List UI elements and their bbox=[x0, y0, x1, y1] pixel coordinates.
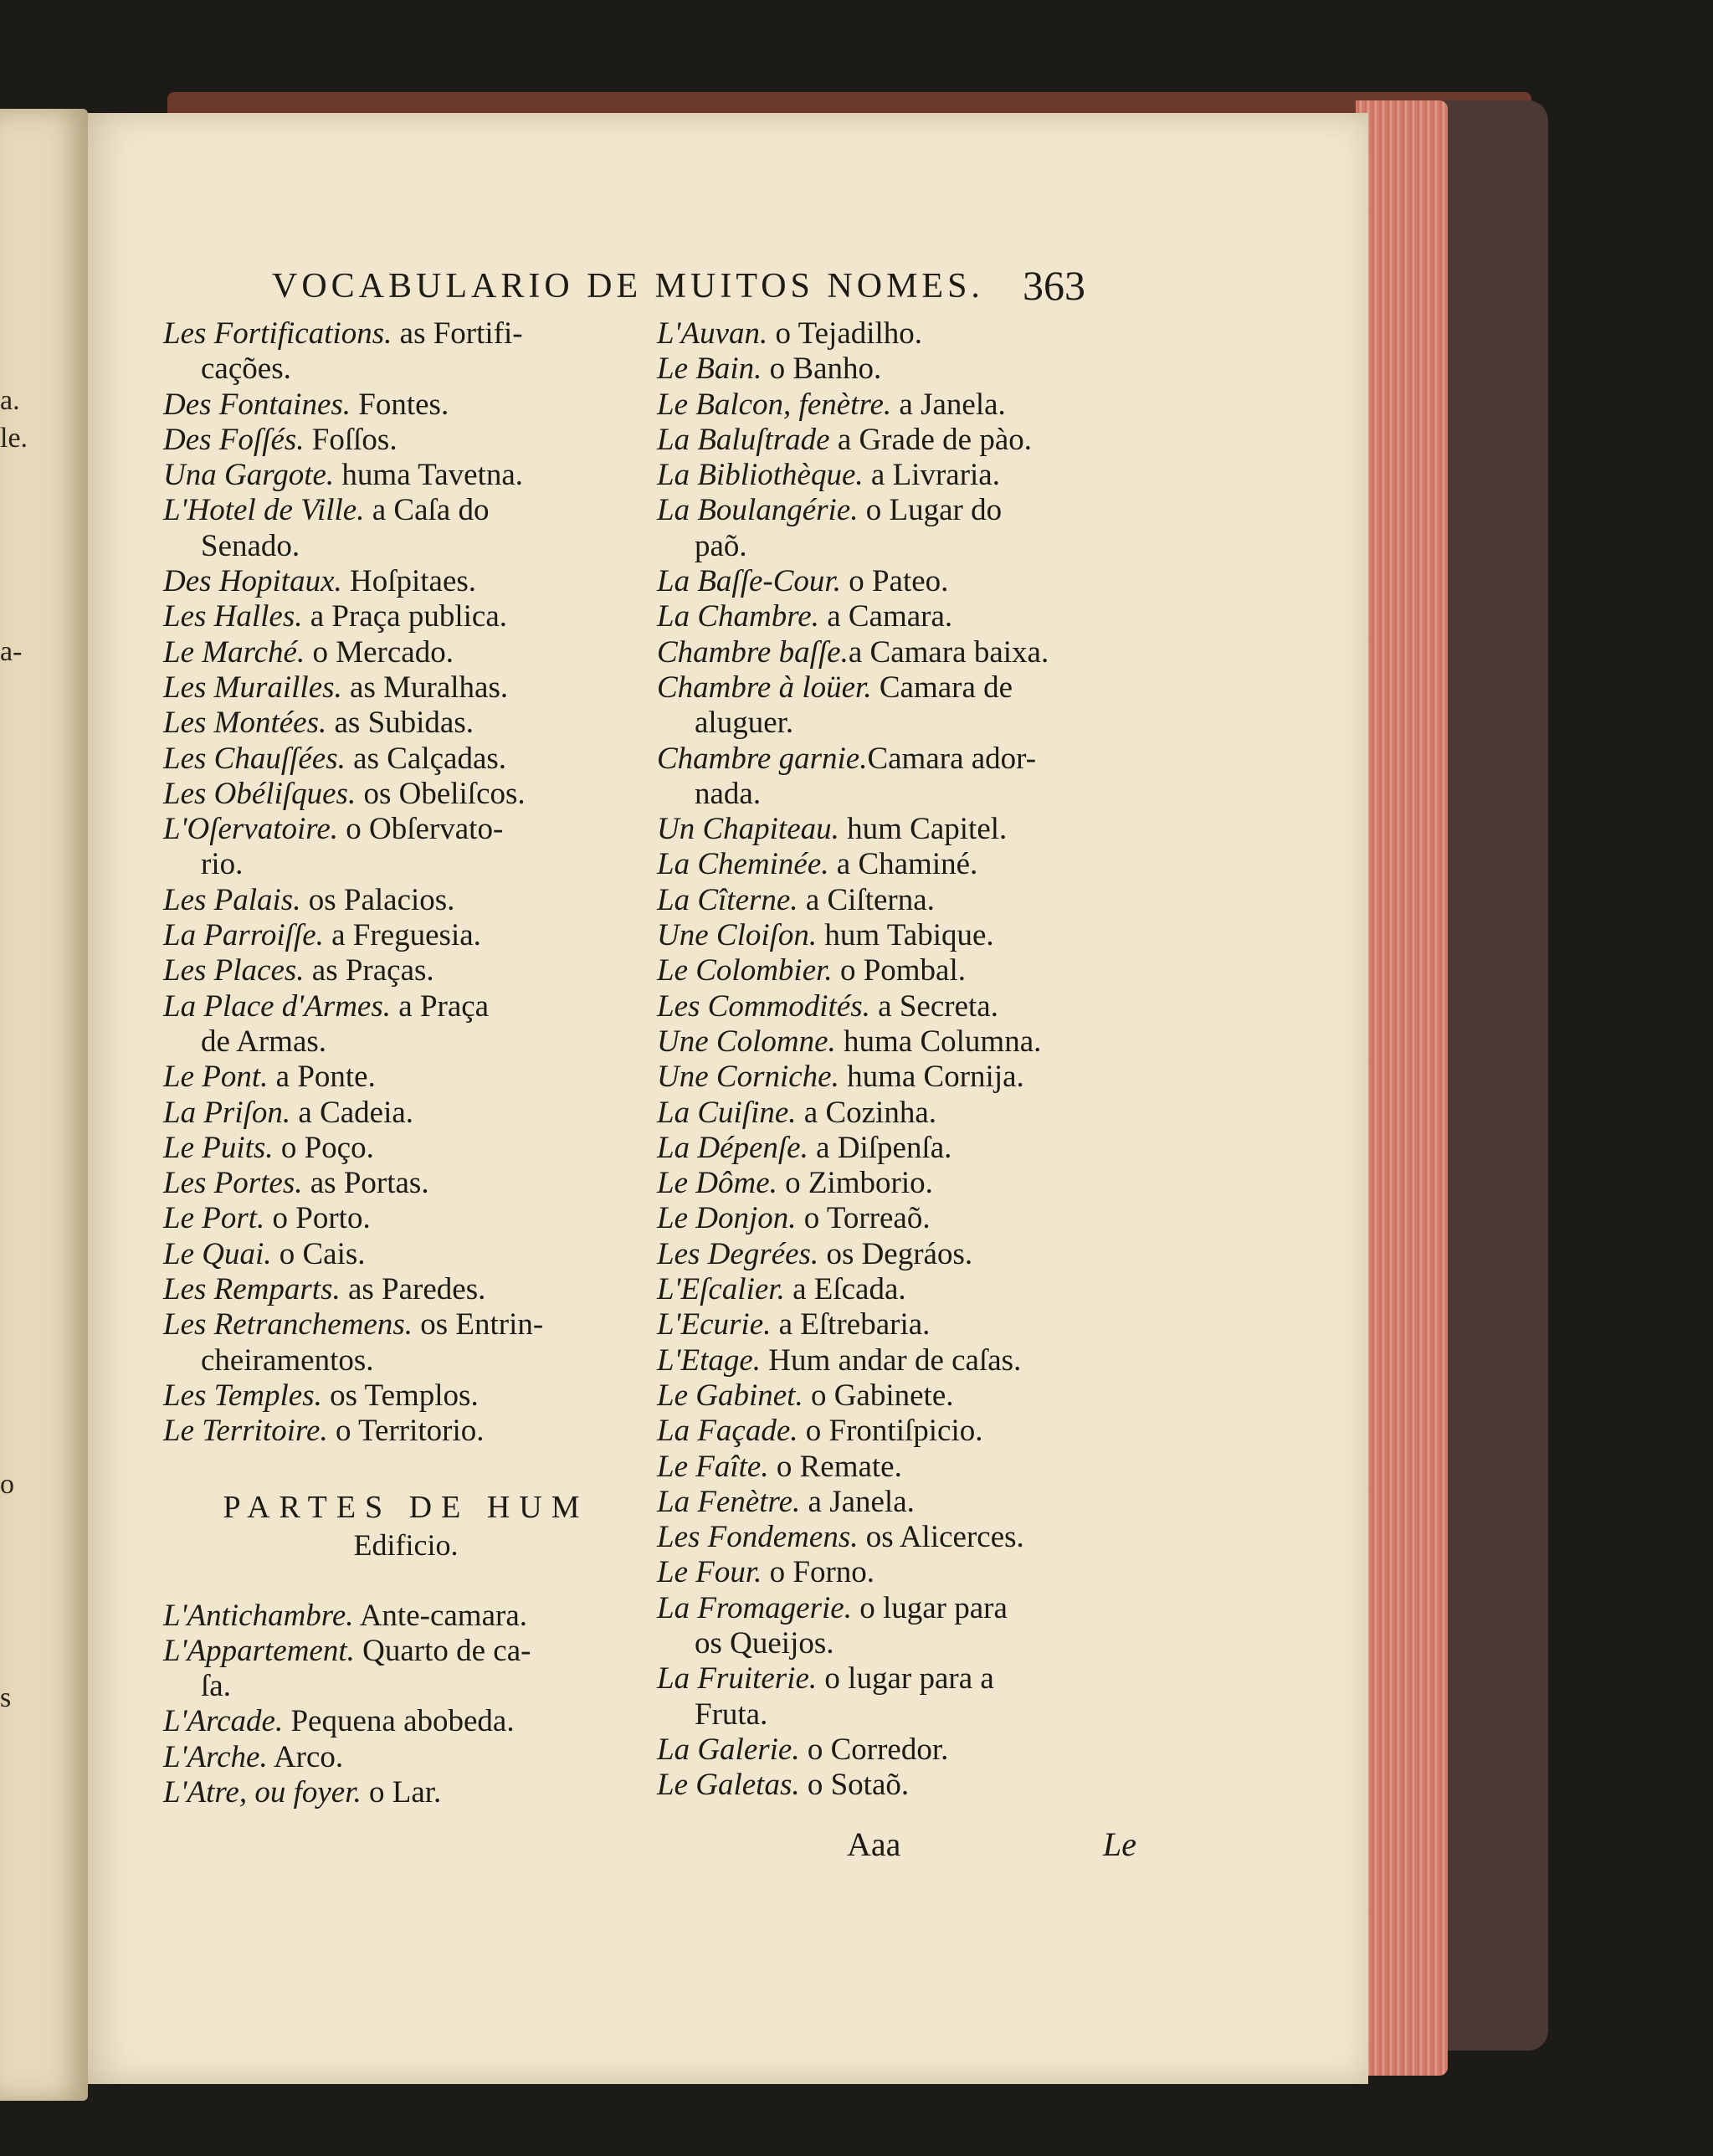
vocab-entry bbox=[163, 918, 632, 953]
portuguese-term: o Pombal. bbox=[832, 953, 966, 988]
vocab-entry bbox=[657, 1378, 1138, 1414]
vocab-entry bbox=[657, 1201, 1138, 1236]
left-page-fragment: a. bbox=[0, 385, 20, 416]
french-term: L'Hotel de Ville. bbox=[163, 493, 365, 528]
french-term: La Façade. bbox=[657, 1414, 798, 1449]
french-term: La Boulangérie. bbox=[657, 493, 859, 528]
vocab-entry bbox=[657, 599, 1138, 634]
portuguese-term: as Fortifi- bbox=[392, 316, 523, 351]
vocab-entry bbox=[657, 1166, 1138, 1201]
french-term: La Baluſtrade bbox=[657, 422, 830, 457]
french-term: L'Atre, ou foyer. bbox=[163, 1774, 362, 1810]
vocab-entry bbox=[163, 953, 632, 988]
french-term: La Cîterne. bbox=[657, 882, 798, 917]
french-term: Les Places. bbox=[163, 953, 305, 988]
portuguese-term: o Porto. bbox=[264, 1201, 371, 1236]
vocab-entry bbox=[163, 635, 632, 670]
portuguese-term: a Janela. bbox=[800, 1484, 915, 1519]
vocab-entry bbox=[163, 1704, 632, 1739]
portuguese-term: os Palacios. bbox=[300, 882, 455, 917]
portuguese-term: a Janela. bbox=[891, 387, 1006, 422]
vocab-entry bbox=[163, 564, 632, 599]
french-term: Le Balcon, fenètre. bbox=[657, 387, 892, 422]
french-term: La Dépenſe. bbox=[657, 1130, 808, 1165]
vocab-entry bbox=[163, 1599, 632, 1634]
vocab-entry bbox=[657, 458, 1138, 493]
left-page-fragment: le. bbox=[0, 423, 28, 454]
vocab-entry bbox=[163, 529, 632, 564]
vocab-entry bbox=[163, 352, 632, 387]
portuguese-term: o Remate. bbox=[768, 1449, 902, 1484]
portuguese-term: os Degráos. bbox=[818, 1236, 973, 1271]
portuguese-term: os Entrin- bbox=[413, 1307, 544, 1342]
section-title: PARTES DE HUM bbox=[223, 1489, 589, 1525]
french-term: Des Fontaines. bbox=[163, 387, 351, 422]
french-term: La Fromagerie. bbox=[657, 1590, 852, 1625]
french-term: Le Bain. bbox=[657, 352, 762, 387]
section-gap bbox=[163, 1563, 632, 1599]
vocab-entry bbox=[657, 670, 1138, 706]
portuguese-term: huma Cornija. bbox=[839, 1060, 1024, 1095]
section-subtitle: Edificio. bbox=[353, 1527, 459, 1562]
portuguese-term: a Cozinha. bbox=[796, 1095, 937, 1130]
portuguese-term: as Subidas. bbox=[326, 706, 474, 741]
vocab-entry bbox=[657, 1520, 1138, 1555]
portuguese-term: a Caſa do bbox=[364, 493, 490, 528]
portuguese-term: a Secreta. bbox=[869, 988, 998, 1024]
french-term: La Priſon. bbox=[163, 1095, 291, 1130]
right-column bbox=[657, 316, 1138, 1803]
french-term: Une Corniche. bbox=[657, 1060, 839, 1095]
french-term: Chambre à loüer. bbox=[657, 670, 872, 705]
left-page-fragment: a- bbox=[0, 636, 23, 667]
french-term: Les Montées. bbox=[163, 706, 327, 741]
portuguese-term: aluguer. bbox=[695, 706, 794, 741]
vocab-entry bbox=[657, 989, 1138, 1024]
vocab-entry bbox=[657, 1307, 1138, 1342]
vocab-entry bbox=[163, 1131, 632, 1166]
french-term: Les Palais. bbox=[163, 882, 301, 917]
portuguese-term: os Obeliſcos. bbox=[356, 776, 526, 811]
french-term: Les Remparts. bbox=[163, 1272, 341, 1307]
portuguese-term: Camara de bbox=[871, 670, 1013, 705]
left-page-fragment: s bbox=[0, 1682, 12, 1713]
portuguese-term: ſa. bbox=[201, 1669, 231, 1704]
vocab-entry bbox=[657, 529, 1138, 564]
vocab-entry bbox=[657, 1024, 1138, 1060]
portuguese-term: huma Tavetna. bbox=[334, 458, 524, 493]
portuguese-term: rio. bbox=[201, 847, 244, 882]
french-term: Des Foſſés. bbox=[163, 422, 305, 457]
french-term: Les Chauſſées. bbox=[163, 741, 346, 776]
vocab-entry bbox=[163, 423, 632, 458]
french-term: Le Marché. bbox=[163, 634, 305, 670]
french-term: L'Auvan. bbox=[657, 316, 768, 351]
french-term: L'Etage. bbox=[657, 1342, 762, 1378]
portuguese-term: a Grade de pào. bbox=[829, 422, 1032, 457]
french-term: Les Temples. bbox=[163, 1378, 322, 1413]
french-term: La Fruiterie. bbox=[657, 1661, 818, 1697]
portuguese-term: o Forno. bbox=[762, 1555, 875, 1590]
french-term: Chambre baſſe. bbox=[657, 634, 849, 670]
french-term: Le Territoire. bbox=[163, 1414, 328, 1449]
french-term: L'Arche. bbox=[163, 1739, 268, 1774]
portuguese-term: o Territorio. bbox=[327, 1414, 485, 1449]
french-term: Les Halles. bbox=[163, 599, 303, 634]
portuguese-term: hum Capitel. bbox=[839, 812, 1008, 847]
portuguese-term: o lugar para a bbox=[817, 1661, 994, 1697]
french-term: Una Gargote. bbox=[163, 458, 335, 493]
french-term: Les Degrées. bbox=[657, 1236, 819, 1271]
portuguese-term: o Gabinete. bbox=[803, 1378, 954, 1413]
vocab-entry bbox=[657, 1732, 1138, 1768]
page-number: 363 bbox=[1023, 262, 1085, 309]
vocab-entry bbox=[163, 742, 632, 777]
portuguese-term: huma Columna. bbox=[835, 1024, 1042, 1059]
french-term: Le Four. bbox=[657, 1555, 762, 1590]
portuguese-term: o Corredor. bbox=[799, 1732, 949, 1767]
portuguese-term: Senado. bbox=[201, 528, 300, 563]
french-term: Les Fondemens. bbox=[657, 1520, 859, 1555]
portuguese-term: o Torreaõ. bbox=[796, 1201, 931, 1236]
portuguese-term: o lugar para bbox=[851, 1590, 1008, 1625]
vocab-entry bbox=[163, 1740, 632, 1775]
portuguese-term: hum Tabique. bbox=[817, 918, 994, 953]
portuguese-term: as Portas. bbox=[302, 1166, 429, 1201]
french-term: Les Fortifications. bbox=[163, 316, 392, 351]
portuguese-term: os Templos. bbox=[321, 1378, 479, 1413]
vocab-entry bbox=[657, 883, 1138, 918]
french-term: Le Faîte. bbox=[657, 1449, 769, 1484]
portuguese-term: o Lugar do bbox=[858, 493, 1003, 528]
portuguese-term: o Cais. bbox=[271, 1236, 366, 1271]
vocab-entry bbox=[163, 1343, 632, 1378]
french-term: L'Eſcalier. bbox=[657, 1272, 785, 1307]
portuguese-term: a Ponte. bbox=[268, 1060, 376, 1095]
portuguese-term: o Frontiſpicio. bbox=[798, 1414, 983, 1449]
vocab-entry bbox=[163, 1024, 632, 1060]
portuguese-term: Fontes. bbox=[351, 387, 449, 422]
vocab-entry bbox=[163, 706, 632, 741]
vocab-entry bbox=[657, 1450, 1138, 1485]
portuguese-term: os Queijos. bbox=[695, 1625, 834, 1661]
vocab-entry bbox=[163, 458, 632, 493]
french-term: Les Retranchemens. bbox=[163, 1307, 413, 1342]
catchword: Le bbox=[1103, 1825, 1136, 1863]
vocab-entry bbox=[657, 316, 1138, 352]
vocab-entry bbox=[163, 1378, 632, 1414]
french-term: Les Murailles. bbox=[163, 670, 342, 705]
french-term: L'Ecurie. bbox=[657, 1307, 772, 1342]
portuguese-term: a Diſpenſa. bbox=[808, 1130, 952, 1165]
portuguese-term: os Alicerces. bbox=[858, 1520, 1024, 1555]
french-term: L'Oſervatoire. bbox=[163, 812, 338, 847]
french-term: Le Donjon. bbox=[657, 1201, 797, 1236]
french-term: La Galerie. bbox=[657, 1732, 800, 1767]
vocab-entry bbox=[657, 1661, 1138, 1697]
french-term: Des Hopitaux. bbox=[163, 564, 342, 599]
vocab-entry bbox=[657, 1555, 1138, 1590]
french-term: Le Pont. bbox=[163, 1060, 269, 1095]
vocab-entry bbox=[657, 423, 1138, 458]
portuguese-term: a Praça bbox=[391, 988, 490, 1024]
portuguese-term: a Ciſterna. bbox=[798, 882, 935, 917]
vocab-entry bbox=[163, 1166, 632, 1201]
french-term: Un Chapiteau. bbox=[657, 812, 839, 847]
vocab-entry bbox=[657, 918, 1138, 953]
vocab-entry bbox=[657, 706, 1138, 741]
vocab-entry bbox=[163, 1096, 632, 1131]
portuguese-term: Hoſpitaes. bbox=[341, 564, 477, 599]
vocab-entry bbox=[657, 635, 1138, 670]
vocab-entry bbox=[657, 1343, 1138, 1378]
vocab-entry bbox=[657, 1697, 1138, 1732]
vocab-entry bbox=[163, 1775, 632, 1810]
running-title: VOCABULARIO DE MUITOS NOMES. bbox=[272, 267, 984, 305]
portuguese-term: cheiramentos. bbox=[201, 1342, 374, 1378]
vocab-entry bbox=[657, 1591, 1138, 1626]
french-term: Le Colombier. bbox=[657, 953, 833, 988]
left-page-edge bbox=[0, 109, 88, 2101]
portuguese-term: as Praças. bbox=[304, 953, 434, 988]
french-term: La Cuiſine. bbox=[657, 1095, 797, 1130]
vocab-entry bbox=[163, 777, 632, 812]
portuguese-term: Arco. bbox=[267, 1739, 344, 1774]
vocab-entry bbox=[657, 352, 1138, 387]
french-term: Les Obéliſques. bbox=[163, 776, 356, 811]
vocab-entry bbox=[163, 388, 632, 423]
vocab-entry bbox=[657, 1096, 1138, 1131]
left-column bbox=[163, 316, 632, 1810]
vocab-entry bbox=[163, 316, 632, 352]
portuguese-term: o Banho. bbox=[762, 352, 882, 387]
french-term: Le Galetas. bbox=[657, 1768, 800, 1803]
french-term: La Baſſe-Cour. bbox=[657, 564, 841, 599]
french-term: Le Port. bbox=[163, 1201, 265, 1236]
left-page-fragment: o bbox=[0, 1469, 14, 1500]
vocab-entry bbox=[163, 847, 632, 882]
portuguese-term: o Lar. bbox=[361, 1774, 442, 1810]
portuguese-term: as Calçadas. bbox=[345, 741, 507, 776]
vocab-entry bbox=[657, 1768, 1138, 1803]
portuguese-term: Foſſos. bbox=[304, 422, 397, 457]
portuguese-term: Camara ador- bbox=[867, 741, 1037, 776]
vocab-entry bbox=[163, 1669, 632, 1704]
portuguese-term: a Camara baixa. bbox=[848, 634, 1049, 670]
vocab-entry bbox=[163, 493, 632, 528]
french-term: Le Puits. bbox=[163, 1130, 274, 1165]
vocab-entry bbox=[163, 1307, 632, 1342]
vocab-entry bbox=[163, 989, 632, 1024]
portuguese-term: nada. bbox=[695, 776, 762, 811]
vocab-entry bbox=[163, 1272, 632, 1307]
portuguese-term: a Praça publica. bbox=[302, 599, 507, 634]
vocab-entry bbox=[657, 1272, 1138, 1307]
portuguese-term: o Tejadilho. bbox=[767, 316, 923, 351]
french-term: Une Cloiſon. bbox=[657, 918, 818, 953]
vocab-entry bbox=[657, 812, 1138, 847]
portuguese-term: Quarto de ca- bbox=[354, 1633, 531, 1668]
vocab-entry bbox=[657, 777, 1138, 812]
portuguese-term: as Muralhas. bbox=[341, 670, 509, 705]
portuguese-term: o Zimborio. bbox=[777, 1166, 933, 1201]
french-term: Une Colomne. bbox=[657, 1024, 836, 1059]
portuguese-term: as Paredes. bbox=[340, 1272, 486, 1307]
vocab-entry bbox=[657, 493, 1138, 528]
portuguese-term: a Freguesia. bbox=[323, 918, 481, 953]
portuguese-term: a Camara. bbox=[818, 599, 953, 634]
vocab-entry bbox=[657, 847, 1138, 882]
vocab-entry bbox=[657, 388, 1138, 423]
portuguese-term: o Mercado. bbox=[305, 634, 454, 670]
french-term: Les Commodités. bbox=[657, 988, 870, 1024]
page-edges-red bbox=[1356, 100, 1448, 2076]
vocab-entry bbox=[657, 1626, 1138, 1661]
vocab-entry bbox=[163, 670, 632, 706]
vocab-entry bbox=[657, 1060, 1138, 1095]
portuguese-term: a Eſcada. bbox=[784, 1272, 906, 1307]
portuguese-term: paõ. bbox=[695, 528, 747, 563]
french-term: La Place d'Armes. bbox=[163, 988, 392, 1024]
portuguese-term: o Sotaõ. bbox=[799, 1768, 910, 1803]
portuguese-term: a Cadeia. bbox=[290, 1095, 414, 1130]
vocab-entry bbox=[163, 1237, 632, 1272]
vocab-entry bbox=[163, 883, 632, 918]
portuguese-term: a Eſtrebaria. bbox=[771, 1307, 931, 1342]
french-term: Le Dôme. bbox=[657, 1166, 777, 1201]
french-term: Les Portes. bbox=[163, 1166, 303, 1201]
vocab-entry bbox=[657, 564, 1138, 599]
french-term: La Cheminée. bbox=[657, 847, 829, 882]
portuguese-term: Hum andar de caſas. bbox=[761, 1342, 1022, 1378]
vocab-entry bbox=[163, 1060, 632, 1095]
french-term: L'Appartement. bbox=[163, 1633, 355, 1668]
vocab-entry bbox=[657, 742, 1138, 777]
vocab-entry bbox=[163, 812, 632, 847]
vocab-entry bbox=[163, 1634, 632, 1669]
french-term: Chambre garnie. bbox=[657, 741, 868, 776]
portuguese-term: de Armas. bbox=[201, 1024, 327, 1059]
portuguese-term: o Poço. bbox=[273, 1130, 374, 1165]
portuguese-term: cações. bbox=[201, 352, 291, 387]
vocab-entry bbox=[657, 1485, 1138, 1520]
portuguese-term: o Pateo. bbox=[840, 564, 949, 599]
french-term: L'Antichambre. bbox=[163, 1598, 354, 1633]
vocab-entry bbox=[163, 1414, 632, 1449]
french-term: L'Arcade. bbox=[163, 1704, 284, 1739]
vocab-entry bbox=[657, 1131, 1138, 1166]
french-term: La Chambre. bbox=[657, 599, 819, 634]
french-term: La Fenètre. bbox=[657, 1484, 801, 1519]
french-term: Le Gabinet. bbox=[657, 1378, 803, 1413]
portuguese-term: a Chaminé. bbox=[828, 847, 978, 882]
portuguese-term: Ante-camara. bbox=[353, 1598, 527, 1633]
vocab-entry bbox=[657, 953, 1138, 988]
french-term: La Bibliothèque. bbox=[657, 458, 864, 493]
portuguese-term: Pequena abobeda. bbox=[283, 1704, 515, 1739]
vocab-entry bbox=[657, 1414, 1138, 1449]
portuguese-term: a Livraria. bbox=[863, 458, 1000, 493]
vocab-entry bbox=[657, 1237, 1138, 1272]
french-term: La Parroiſſe. bbox=[163, 918, 324, 953]
portuguese-term: o Obſervato- bbox=[338, 812, 504, 847]
french-term: Le Quai. bbox=[163, 1236, 272, 1271]
signature-mark: Aaa bbox=[847, 1825, 901, 1863]
vocab-entry bbox=[163, 599, 632, 634]
portuguese-term: Fruta. bbox=[695, 1697, 768, 1732]
vocab-entry bbox=[163, 1201, 632, 1236]
